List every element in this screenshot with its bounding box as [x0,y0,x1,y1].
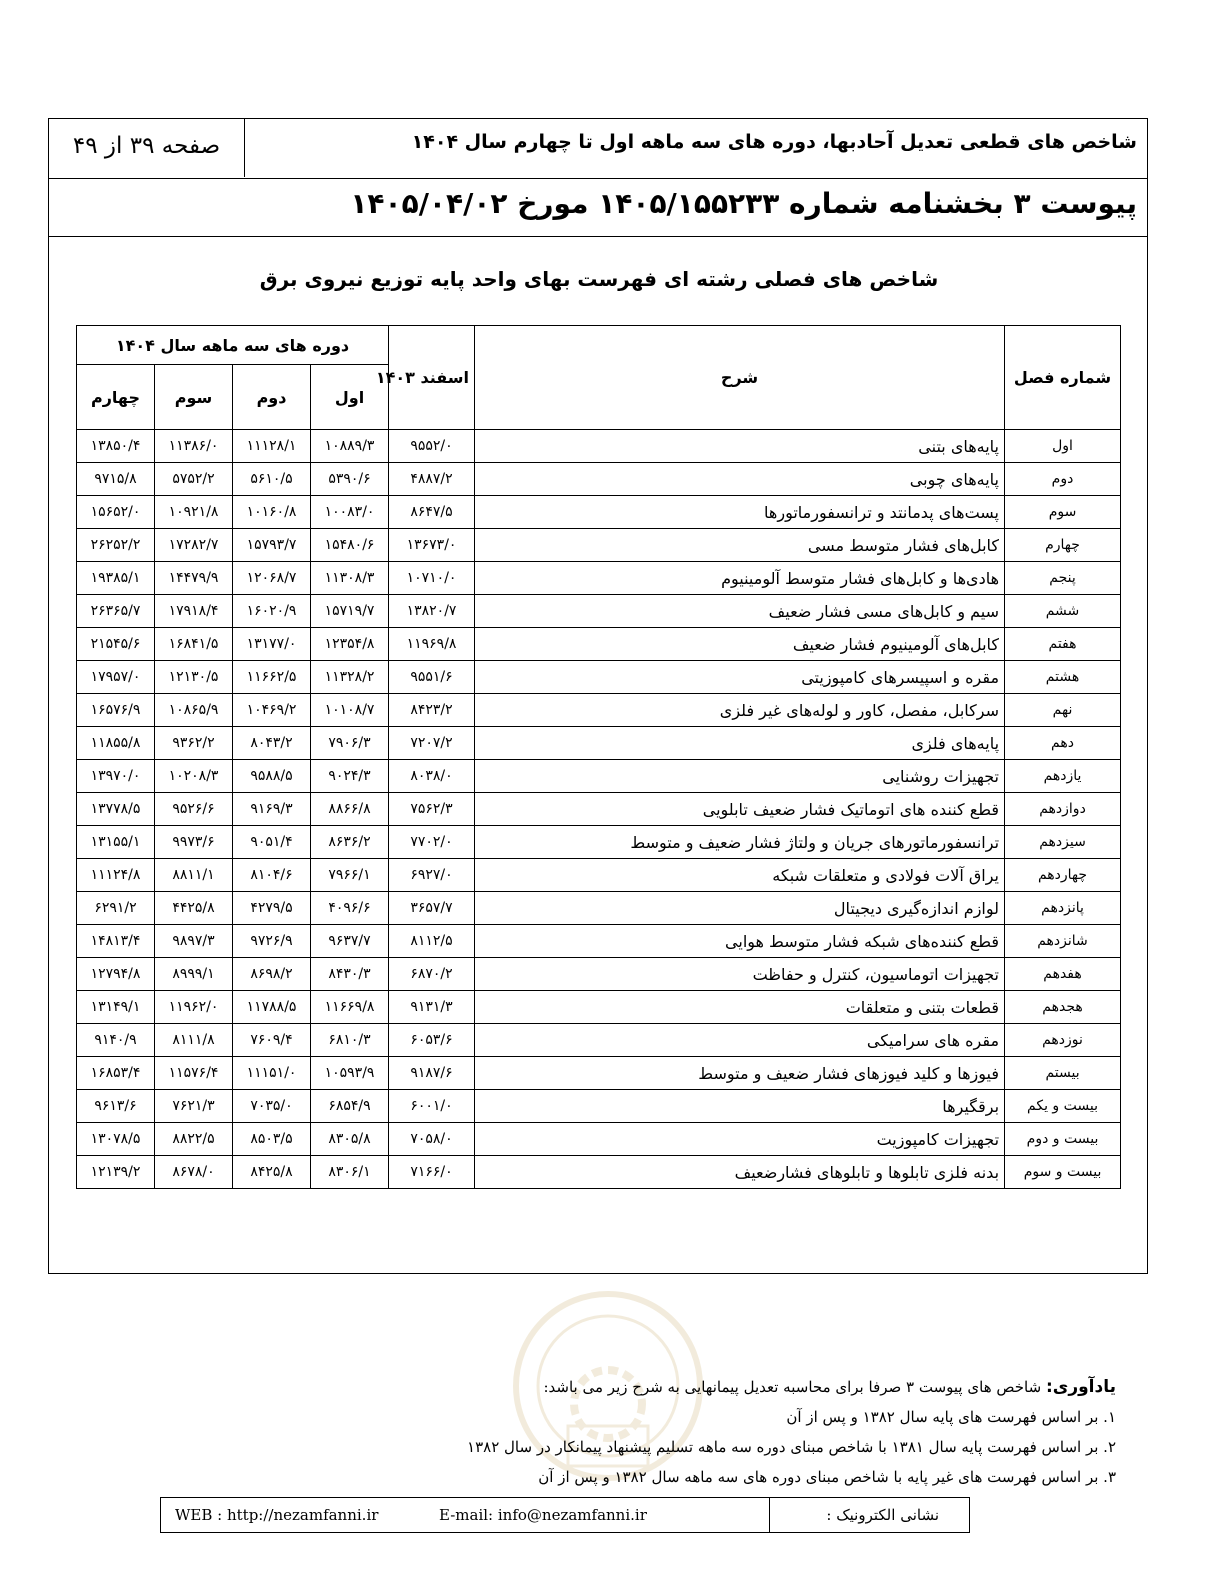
q2-value-cell: ۱۵۷۹۳/۷ [233,529,311,562]
q2-value-cell: ۱۰۱۶۰/۸ [233,496,311,529]
description-cell: پایه‌های فلزی [475,727,1005,760]
chapter-cell: یازدهم [1005,760,1121,793]
q3-value-cell: ۱۰۲۰۸/۳ [155,760,233,793]
table-row [77,562,1121,595]
q1-value-cell: ۱۱۳۲۸/۲ [311,661,389,694]
q2-value-cell: ۱۳۱۷۷/۰ [233,628,311,661]
q4-value-cell: ۱۱۱۲۴/۸ [77,859,155,892]
esfand-value-cell: ۷۱۶۶/۰ [389,1156,475,1189]
description-cell: هادی‌ها و کابل‌های فشار متوسط آلومینیوم [475,562,1005,595]
q2-value-cell: ۷۰۳۵/۰ [233,1090,311,1123]
table-row [77,694,1121,727]
q1-value-cell: ۱۰۱۰۸/۷ [311,694,389,727]
page-number: صفحه ۳۹ از ۴۹ [49,119,245,177]
description-cell: قطع کننده‌های شبکه فشار متوسط هوایی [475,925,1005,958]
q2-value-cell: ۹۱۶۹/۳ [233,793,311,826]
esfand-value-cell: ۳۶۵۷/۷ [389,892,475,925]
header-q2: دوم [233,365,311,430]
chapter-cell: بیست و یکم [1005,1090,1121,1123]
q4-value-cell: ۲۶۲۵۲/۲ [77,529,155,562]
circular-subtitle: پیوست ۳ بخشنامه شماره ۱۴۰۵/۱۵۵۲۳۳ مورخ ۱۴۰۵/۰۴/۰۲ [350,187,1137,220]
chapter-cell: چهاردهم [1005,859,1121,892]
q4-value-cell: ۱۳۱۴۹/۱ [77,991,155,1024]
q3-value-cell: ۱۲۱۳۰/۵ [155,661,233,694]
document-frame [48,118,1148,1274]
q4-value-cell: ۱۶۸۵۳/۴ [77,1057,155,1090]
q2-value-cell: ۸۵۰۳/۵ [233,1123,311,1156]
q3-value-cell: ۱۱۳۸۶/۰ [155,430,233,463]
q3-value-cell: ۹۵۲۶/۶ [155,793,233,826]
chapter-cell: اول [1005,430,1121,463]
q3-value-cell: ۵۷۵۲/۲ [155,463,233,496]
q1-value-cell: ۷۹۶۶/۱ [311,859,389,892]
chapter-cell: بیست و دوم [1005,1123,1121,1156]
q2-value-cell: ۵۶۱۰/۵ [233,463,311,496]
description-cell: مقره و اسپیسرهای کامپوزیتی [475,661,1005,694]
table-row [77,1156,1121,1189]
description-cell: پایه‌های چوبی [475,463,1005,496]
header-q4: چهارم [77,365,155,430]
q1-value-cell: ۱۰۸۸۹/۳ [311,430,389,463]
q1-value-cell: ۸۴۳۰/۳ [311,958,389,991]
q3-value-cell: ۱۷۲۸۲/۷ [155,529,233,562]
q4-value-cell: ۱۹۳۸۵/۱ [77,562,155,595]
index-table [76,325,1121,1189]
q3-value-cell: ۸۸۱۱/۱ [155,859,233,892]
esfand-value-cell: ۸۶۴۷/۵ [389,496,475,529]
q2-value-cell: ۹۵۸۸/۵ [233,760,311,793]
esfand-value-cell: ۶۰۰۱/۰ [389,1090,475,1123]
esfand-value-cell: ۹۱۳۱/۳ [389,991,475,1024]
description-cell: پست‌های پدمانتد و ترانسفورماتورها [475,496,1005,529]
table-row [77,793,1121,826]
description-cell: بدنه فلزی تابلوها و تابلوهای فشارضعیف [475,1156,1005,1189]
table-row [77,628,1121,661]
q4-value-cell: ۱۳۱۵۵/۱ [77,826,155,859]
q4-value-cell: ۲۱۵۴۵/۶ [77,628,155,661]
q3-value-cell: ۸۸۲۲/۵ [155,1123,233,1156]
description-cell: لوازم اندازه‌گیری دیجیتال [475,892,1005,925]
chapter-cell: چهارم [1005,529,1121,562]
q1-value-cell: ۸۳۰۵/۸ [311,1123,389,1156]
chapter-cell: شانزدهم [1005,925,1121,958]
header-row [49,119,1147,179]
table-row [77,430,1121,463]
q2-value-cell: ۷۶۰۹/۴ [233,1024,311,1057]
table-row [77,892,1121,925]
chapter-cell: نهم [1005,694,1121,727]
q2-value-cell: ۱۱۶۶۲/۵ [233,661,311,694]
chapter-cell: ششم [1005,595,1121,628]
chapter-cell: بیست و سوم [1005,1156,1121,1189]
chapter-cell: هجدهم [1005,991,1121,1024]
q1-value-cell: ۱۱۳۰۸/۳ [311,562,389,595]
esfand-value-cell: ۸۱۱۲/۵ [389,925,475,958]
subtitle-row [49,179,1147,237]
q1-value-cell: ۴۰۹۶/۶ [311,892,389,925]
note-item: ۲. بر اساس فهرست پایه سال ۱۳۸۱ با شاخص مبنای دوره سه ماهه تسلیم پیشنهاد پیمانکار در سال ۱۳۸۲ [467,1438,1116,1456]
chapter-cell: پنجم [1005,562,1121,595]
q4-value-cell: ۲۶۳۶۵/۷ [77,595,155,628]
header-description: شرح [475,326,1005,430]
esfand-value-cell: ۹۵۵۲/۰ [389,430,475,463]
esfand-value-cell: ۷۵۶۲/۳ [389,793,475,826]
q2-value-cell: ۸۴۲۵/۸ [233,1156,311,1189]
q1-value-cell: ۱۰۵۹۳/۹ [311,1057,389,1090]
description-cell: سیم و کابل‌های مسی فشار ضعیف [475,595,1005,628]
table-body [77,430,1121,1189]
q3-value-cell: ۱۶۸۴۱/۵ [155,628,233,661]
q4-value-cell: ۱۶۵۷۶/۹ [77,694,155,727]
q3-value-cell: ۱۰۹۲۱/۸ [155,496,233,529]
q2-value-cell: ۱۶۰۲۰/۹ [233,595,311,628]
header-chapter: شماره فصل [1005,326,1121,430]
q4-value-cell: ۹۶۱۳/۶ [77,1090,155,1123]
esfand-value-cell: ۱۱۹۶۹/۸ [389,628,475,661]
header-quarter-group: دوره های سه ماهه سال ۱۴۰۴ [77,326,389,365]
q3-value-cell: ۹۸۹۷/۳ [155,925,233,958]
description-cell: یراق آلات فولادی و متعلقات شبکه [475,859,1005,892]
q2-value-cell: ۹۰۵۱/۴ [233,826,311,859]
esfand-value-cell: ۴۸۸۷/۲ [389,463,475,496]
esfand-value-cell: ۷۰۵۸/۰ [389,1123,475,1156]
chapter-cell: دوم [1005,463,1121,496]
description-cell: تجهیزات روشنایی [475,760,1005,793]
esfand-value-cell: ۸۰۳۸/۰ [389,760,475,793]
q3-value-cell: ۹۹۷۳/۶ [155,826,233,859]
description-cell: فیوزها و کلید فیوزهای فشار ضعیف و متوسط [475,1057,1005,1090]
table-title: شاخص های فصلی رشته ای فهرست بهای واحد پایه توزیع نیروی برق [259,267,939,291]
header-q3: سوم [155,365,233,430]
q3-value-cell: ۱۱۵۷۶/۴ [155,1057,233,1090]
q2-value-cell: ۱۱۱۵۱/۰ [233,1057,311,1090]
q1-value-cell: ۸۳۰۶/۱ [311,1156,389,1189]
q4-value-cell: ۱۳۷۷۸/۵ [77,793,155,826]
q4-value-cell: ۹۱۴۰/۹ [77,1024,155,1057]
q2-value-cell: ۴۲۷۹/۵ [233,892,311,925]
table-row [77,760,1121,793]
esfand-value-cell: ۶۰۵۳/۶ [389,1024,475,1057]
q4-value-cell: ۱۲۷۹۴/۸ [77,958,155,991]
chapter-cell: هشتم [1005,661,1121,694]
q3-value-cell: ۱۷۹۱۸/۴ [155,595,233,628]
email-link[interactable]: E-mail: info@nezamfanni.ir [439,1506,647,1524]
q2-value-cell: ۱۱۷۸۸/۵ [233,991,311,1024]
q3-value-cell: ۸۶۷۸/۰ [155,1156,233,1189]
esfand-value-cell: ۱۳۸۲۰/۷ [389,595,475,628]
q3-value-cell: ۸۱۱۱/۸ [155,1024,233,1057]
esfand-value-cell: ۶۸۷۰/۲ [389,958,475,991]
table-row [77,1123,1121,1156]
q3-value-cell: ۱۴۴۷۹/۹ [155,562,233,595]
table-row [77,463,1121,496]
table-row [77,958,1121,991]
description-cell: مقره های سرامیکی [475,1024,1005,1057]
q1-value-cell: ۱۵۷۱۹/۷ [311,595,389,628]
table-row [77,925,1121,958]
table-row [77,529,1121,562]
q1-value-cell: ۹۰۲۴/۳ [311,760,389,793]
q1-value-cell: ۱۰۰۸۳/۰ [311,496,389,529]
description-cell: پایه‌های بتنی [475,430,1005,463]
footer-contact-box [160,1497,970,1533]
q4-value-cell: ۱۵۶۵۲/۰ [77,496,155,529]
note-lead: یادآوری: [1045,1377,1116,1397]
description-cell: ترانسفورماتورهای جریان و ولتاژ فشار ضعیف و متوسط [475,826,1005,859]
q4-value-cell: ۹۷۱۵/۸ [77,463,155,496]
description-cell: قطع کننده های اتوماتیک فشار ضعیف تابلویی [475,793,1005,826]
q2-value-cell: ۸۰۴۳/۲ [233,727,311,760]
q1-value-cell: ۶۸۵۴/۹ [311,1090,389,1123]
q1-value-cell: ۶۸۱۰/۳ [311,1024,389,1057]
q4-value-cell: ۶۲۹۱/۲ [77,892,155,925]
q3-value-cell: ۹۳۶۲/۲ [155,727,233,760]
q1-value-cell: ۵۳۹۰/۶ [311,463,389,496]
chapter-cell: سیزدهم [1005,826,1121,859]
esfand-value-cell: ۷۲۰۷/۲ [389,727,475,760]
chapter-cell: نوزدهم [1005,1024,1121,1057]
description-cell: کابل‌های فشار متوسط مسی [475,529,1005,562]
note-intro [316,1372,1116,1402]
q4-value-cell: ۱۷۹۵۷/۰ [77,661,155,694]
table-row [77,826,1121,859]
chapter-cell: پانزدهم [1005,892,1121,925]
q1-value-cell: ۱۵۴۸۰/۶ [311,529,389,562]
q3-value-cell: ۷۶۲۱/۳ [155,1090,233,1123]
q3-value-cell: ۱۰۸۶۵/۹ [155,694,233,727]
table-row [77,859,1121,892]
chapter-cell: بیستم [1005,1057,1121,1090]
q4-value-cell: ۱۴۸۱۳/۴ [77,925,155,958]
table-row [77,1057,1121,1090]
q2-value-cell: ۸۱۰۴/۶ [233,859,311,892]
q1-value-cell: ۷۹۰۶/۳ [311,727,389,760]
description-cell: سرکابل، مفصل، کاور و لوله‌های غیر فلزی [475,694,1005,727]
q2-value-cell: ۸۶۹۸/۲ [233,958,311,991]
chapter-cell: دهم [1005,727,1121,760]
chapter-cell: هفتم [1005,628,1121,661]
q4-value-cell: ۱۳۰۷۸/۵ [77,1123,155,1156]
chapter-cell: هفدهم [1005,958,1121,991]
chapter-cell: سوم [1005,496,1121,529]
address-label: نشانی الکترونیک : [769,1498,969,1532]
q4-value-cell: ۱۳۹۷۰/۰ [77,760,155,793]
table-row [77,1090,1121,1123]
q1-value-cell: ۱۱۶۶۹/۸ [311,991,389,1024]
description-cell: تجهیزات اتوماسیون، کنترل و حفاظت [475,958,1005,991]
q3-value-cell: ۱۱۹۶۲/۰ [155,991,233,1024]
q3-value-cell: ۸۹۹۹/۱ [155,958,233,991]
q1-value-cell: ۸۶۳۶/۲ [311,826,389,859]
q4-value-cell: ۱۱۸۵۵/۸ [77,727,155,760]
note-text: شاخص های پیوست ۳ صرفا برای محاسبه تعدیل پیمانهایی به شرح زیر می باشد: [543,1378,1042,1396]
esfand-value-cell: ۱۳۶۷۳/۰ [389,529,475,562]
footer-note [316,1372,1116,1492]
q4-value-cell: ۱۳۸۵۰/۴ [77,430,155,463]
q1-value-cell: ۸۸۶۶/۸ [311,793,389,826]
esfand-value-cell: ۱۰۷۱۰/۰ [389,562,475,595]
table-row [77,727,1121,760]
esfand-value-cell: ۸۴۲۳/۲ [389,694,475,727]
header-esfand: اسفند ۱۴۰۳ [389,326,475,430]
esfand-value-cell: ۹۵۵۱/۶ [389,661,475,694]
q1-value-cell: ۹۶۳۷/۷ [311,925,389,958]
document-title: شاخص های قطعی تعدیل آحادبها، دوره های سه ماهه اول تا چهارم سال ۱۴۰۴ [411,131,1137,153]
web-link[interactable]: WEB : http://nezamfanni.ir [175,1506,379,1524]
table-row [77,595,1121,628]
note-item: ۳. بر اساس فهرست های غیر پایه با شاخص مبنای دوره های سه ماهه سال ۱۳۸۲ و پس از آن [538,1468,1116,1486]
chapter-cell: دوازدهم [1005,793,1121,826]
q2-value-cell: ۱۱۱۲۸/۱ [233,430,311,463]
description-cell: تجهیزات کامپوزیت [475,1123,1005,1156]
q2-value-cell: ۱۲۰۶۸/۷ [233,562,311,595]
description-cell: قطعات بتنی و متعلقات [475,991,1005,1024]
q4-value-cell: ۱۲۱۳۹/۲ [77,1156,155,1189]
q2-value-cell: ۱۰۴۶۹/۲ [233,694,311,727]
table-row [77,496,1121,529]
table-row [77,1024,1121,1057]
q2-value-cell: ۹۷۲۶/۹ [233,925,311,958]
q3-value-cell: ۴۴۲۵/۸ [155,892,233,925]
table-row [77,661,1121,694]
note-item: ۱. بر اساس فهرست های پایه سال ۱۳۸۲ و پس از آن [786,1408,1116,1426]
description-cell: برقگیرها [475,1090,1005,1123]
esfand-value-cell: ۹۱۸۷/۶ [389,1057,475,1090]
esfand-value-cell: ۶۹۲۷/۰ [389,859,475,892]
table-row [77,991,1121,1024]
q1-value-cell: ۱۲۳۵۴/۸ [311,628,389,661]
description-cell: کابل‌های آلومینیوم فشار ضعیف [475,628,1005,661]
esfand-value-cell: ۷۷۰۲/۰ [389,826,475,859]
header-q1: اول [311,365,389,430]
